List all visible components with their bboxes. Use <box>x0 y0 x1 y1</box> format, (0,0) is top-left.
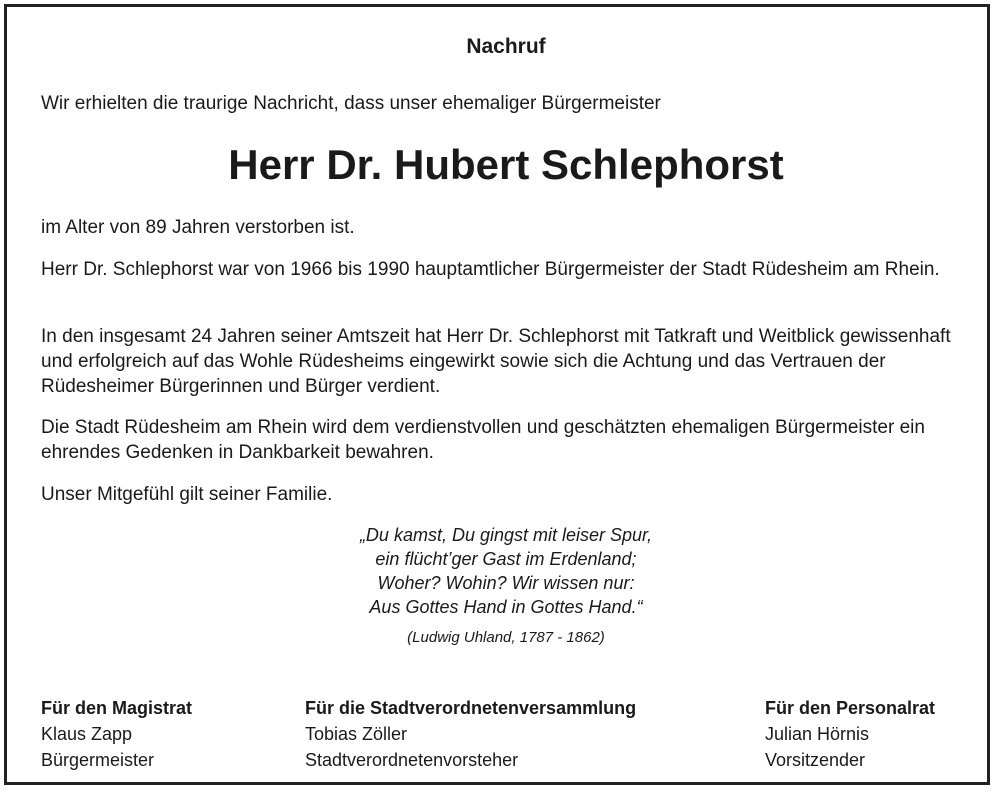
signature-title: Für den Magistrat <box>41 698 193 718</box>
signature-name: Tobias Zöller <box>305 724 408 744</box>
signature-stadtverordnetenversammlung <box>305 695 636 773</box>
paragraph-condolence: Unser Mitgefühl gilt seiner Familie. <box>41 484 333 505</box>
obituary-heading: Nachruf <box>466 35 546 58</box>
poem <box>41 523 971 619</box>
poem-line: Woher? Wohin? Wir wissen nur: <box>377 573 635 593</box>
intro-text: Wir erhielten die traurige Nachricht, dass unser ehemaliger Bürgermeister <box>41 93 661 114</box>
poem-line: ein flücht’ger Gast im Erdenland; <box>375 549 637 569</box>
signature-name: Julian Hörnis <box>765 724 870 744</box>
signature-name: Klaus Zapp <box>41 724 133 744</box>
signature-personalrat <box>765 695 935 773</box>
obituary-frame <box>4 4 990 785</box>
paragraph-remembrance: Die Stadt Rüdesheim am Rhein wird dem verdienstvollen und geschätzten ehemaligen Bürgermeister ein ehrendes Gedenken in Dankbarkeit bewahren. <box>41 417 925 463</box>
poem-line: Aus Gottes Hand in Gottes Hand.“ <box>369 597 643 617</box>
deceased-name: Herr Dr. Hubert Schlephorst <box>228 141 784 188</box>
paragraph-age: im Alter von 89 Jahren verstorben ist. <box>41 217 355 238</box>
signature-title: Für die Stadtverordnetenversammlung <box>305 698 637 718</box>
signature-magistrat <box>41 695 192 773</box>
paragraph-achievements: In den insgesamt 24 Jahren seiner Amtszeit hat Herr Dr. Schlephorst mit Tatkraft und Weitblick gewissenhaft und erfolgreich auf das Wohle Rüdesheims eingewirkt sowie sich die Achtung und das Vertrauen der Rüdesheimer Bürgerinnen und Bürger verdient. <box>41 326 951 397</box>
poem-line: „Du kamst, Du gingst mit leiser Spur, <box>359 525 653 545</box>
paragraph-tenure: Herr Dr. Schlephorst war von 1966 bis 1990 hauptamtlicher Bürgermeister der Stadt Rüdesheim am Rhein. <box>41 259 940 280</box>
signature-title: Für den Personalrat <box>765 698 936 718</box>
signature-role: Vorsitzender <box>765 750 866 770</box>
signature-role: Bürgermeister <box>41 750 155 770</box>
signature-role: Stadtverordnetenvorsteher <box>305 750 519 770</box>
poem-author: (Ludwig Uhland, 1787 - 1862) <box>407 629 605 646</box>
